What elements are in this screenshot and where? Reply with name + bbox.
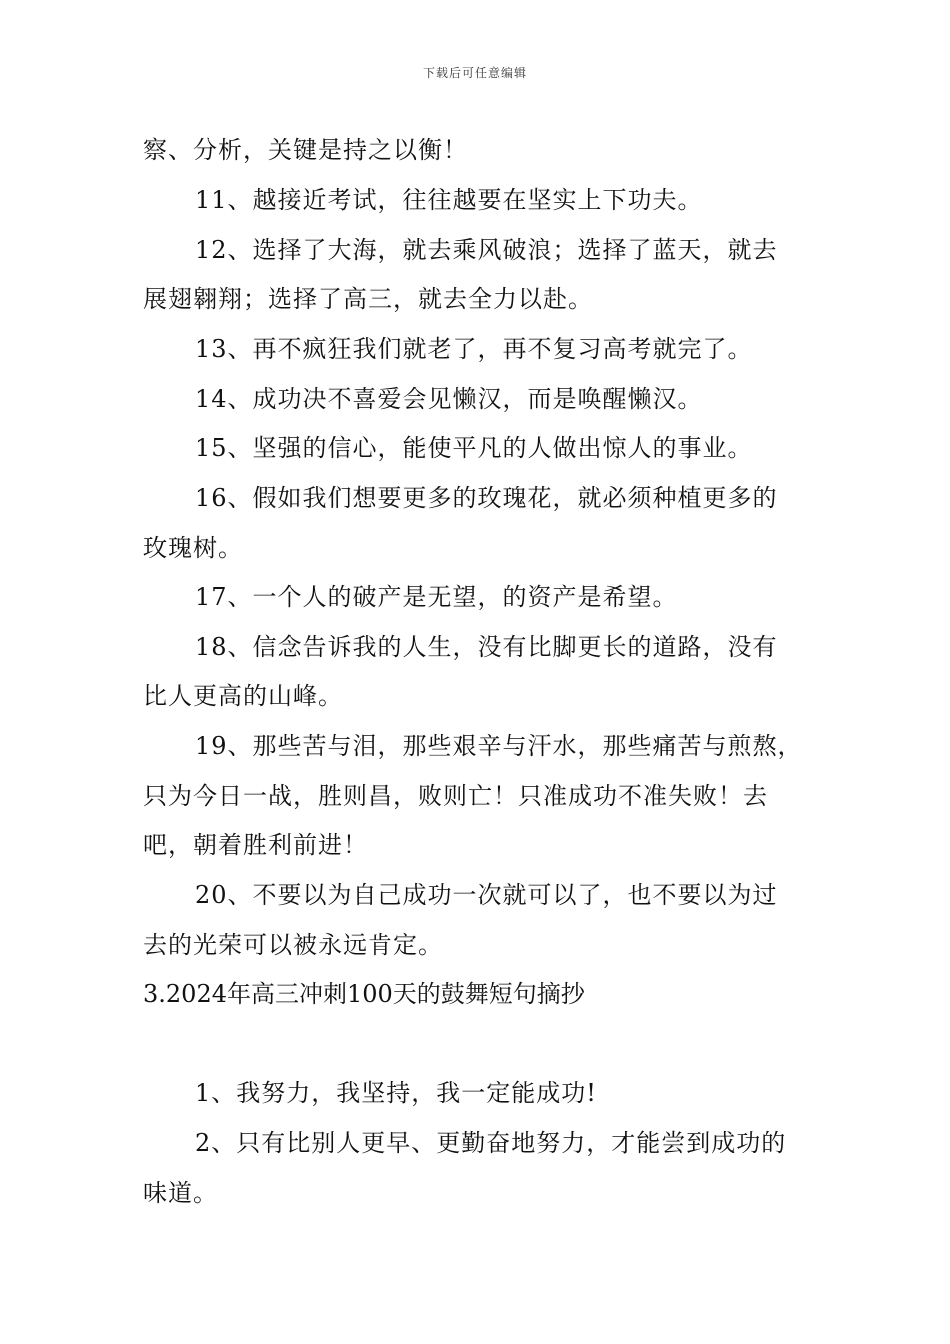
page-header: 下载后可任意编辑: [422, 66, 527, 80]
text-line: 展翅翱翔；选择了高三，就去全力以赴。: [143, 285, 593, 313]
text-line: 16、假如我们想要更多的玫瑰花，就必须种植更多的: [195, 484, 778, 512]
section-heading: 3.2024年高三冲刺100天的鼓舞短句摘抄: [143, 980, 585, 1008]
text-line: 吧，朝着胜利前进！: [143, 831, 368, 859]
text-line: 比人更高的山峰。: [143, 682, 343, 710]
text-line: 14、成功决不喜爱会见懒汉，而是唤醒懒汉。: [195, 385, 703, 413]
text-line: 15、坚强的信心，能使平凡的人做出惊人的事业。: [195, 434, 753, 462]
text-line: 13、再不疯狂我们就老了，再不复习高考就完了。: [195, 335, 753, 363]
text-line: 19、那些苦与泪，那些艰辛与汗水，那些痛苦与煎熬，: [195, 732, 803, 760]
text-line: 17、一个人的破产是无望，的资产是希望。: [195, 583, 678, 611]
text-line: 1、我努力，我坚持，我一定能成功!: [195, 1079, 597, 1107]
text-line: 去的光荣可以被永远肯定。: [143, 931, 443, 959]
text-line: 只为今日一战，胜则昌，败则亡！只准成功不准失败！去: [143, 782, 768, 810]
text-line: 18、信念告诉我的人生，没有比脚更长的道路，没有: [195, 633, 778, 661]
text-line: 20、不要以为自己成功一次就可以了，也不要以为过: [195, 881, 778, 909]
text-line: 察、分析，关键是持之以衡！: [143, 136, 468, 164]
text-line: 味道。: [143, 1179, 218, 1207]
text-line: 2、只有比别人更早、更勤奋地努力，才能尝到成功的: [195, 1129, 787, 1157]
text-line: 玫瑰树。: [143, 534, 243, 562]
text-line: 12、选择了大海，就去乘风破浪；选择了蓝天，就去: [195, 236, 778, 264]
text-line: 11、越接近考试，往往越要在坚实上下功夫。: [195, 186, 703, 214]
